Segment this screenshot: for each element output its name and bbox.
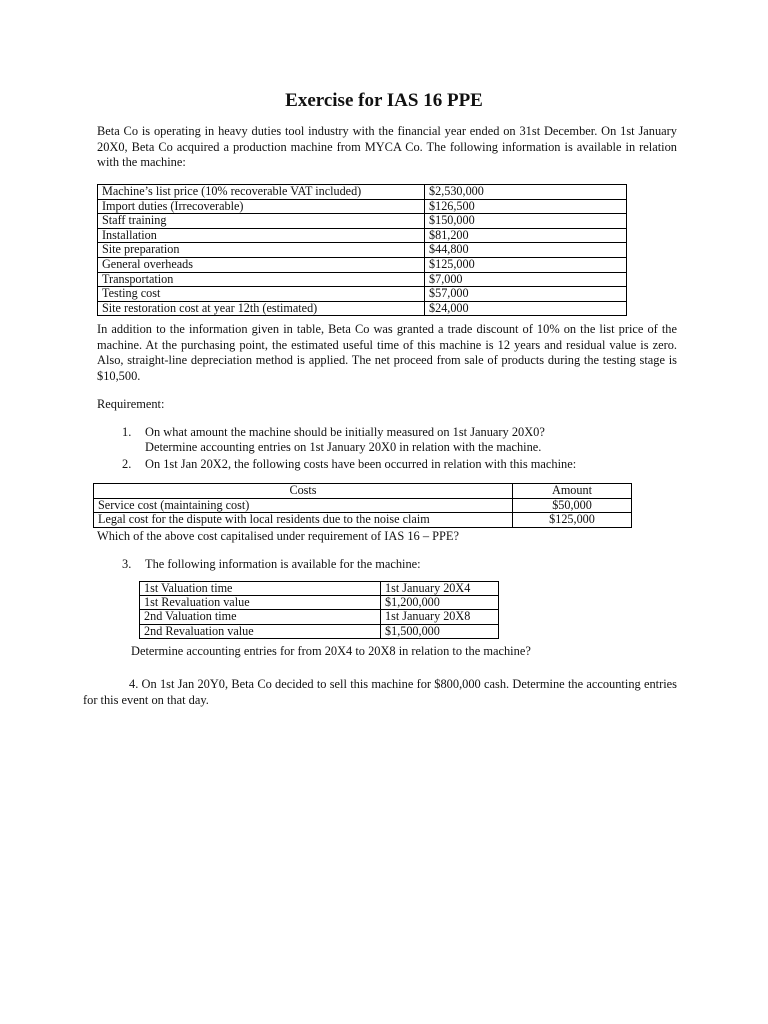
intro-paragraph: Beta Co is operating in heavy duties tool industry with the financial year ended on 31st December. On 1st January 20X0, Beta Co acquired a production machine from MYCA Co. The following information is available in relation with the machine: xyxy=(97,124,677,170)
q2-number: 2. xyxy=(122,457,132,471)
table-row xyxy=(98,185,627,200)
cost-item: General overheads xyxy=(98,257,425,272)
revaluation-value: $1,500,000 xyxy=(381,624,499,638)
q1-line1: On what amount the machine should be initially measured on 1st January 20X0? xyxy=(145,425,545,439)
machine-cost-table xyxy=(97,184,627,316)
revaluation-label: 2nd Valuation time xyxy=(140,610,381,624)
cost-item: Staff training xyxy=(98,214,425,229)
table-row xyxy=(98,287,627,302)
revaluation-label: 1st Valuation time xyxy=(140,582,381,596)
cost-amount: $2,530,000 xyxy=(425,185,627,200)
revaluation-value: 1st January 20X8 xyxy=(381,610,499,624)
cost-item: Legal cost for the dispute with local residents due to the noise claim xyxy=(94,513,513,528)
revaluation-table xyxy=(139,581,499,639)
revaluation-label: 1st Revaluation value xyxy=(140,596,381,610)
q3-question: Determine accounting entries for from 20X4 to 20X8 in relation to the machine? xyxy=(131,644,531,658)
cost-item: Site restoration cost at year 12th (estimated) xyxy=(98,301,425,316)
q3-text: The following information is available for the machine: xyxy=(145,557,421,571)
later-costs-table xyxy=(93,483,632,528)
cost-item: Transportation xyxy=(98,272,425,287)
table-header-row xyxy=(94,484,632,499)
table-row xyxy=(98,257,627,272)
q3-number: 3. xyxy=(122,557,132,571)
q2-question: Which of the above cost capitalised under requirement of IAS 16 – PPE? xyxy=(97,529,459,543)
cost-amount: $81,200 xyxy=(425,228,627,243)
q1-number: 1. xyxy=(122,425,132,439)
table-row xyxy=(98,214,627,229)
q4-text: 4. On 1st Jan 20Y0, Beta Co decided to sell this machine for $800,000 cash. Determine the accounting entries for this event on that day. xyxy=(83,677,677,707)
table-row xyxy=(140,610,499,624)
table-row xyxy=(140,596,499,610)
cost-amount: $150,000 xyxy=(425,214,627,229)
cost-amount: $126,500 xyxy=(425,199,627,214)
cost-item: Service cost (maintaining cost) xyxy=(94,498,513,513)
table-row xyxy=(98,243,627,258)
page-title: Exercise for IAS 16 PPE xyxy=(285,90,483,111)
cost-amount: $50,000 xyxy=(513,498,632,513)
revaluation-label: 2nd Revaluation value xyxy=(140,624,381,638)
cost-item: Import duties (Irrecoverable) xyxy=(98,199,425,214)
table-row xyxy=(98,199,627,214)
cost-amount: $125,000 xyxy=(425,257,627,272)
requirement-label: Requirement: xyxy=(97,397,165,411)
revaluation-value: 1st January 20X4 xyxy=(381,582,499,596)
cost-item: Testing cost xyxy=(98,287,425,302)
cost-amount: $7,000 xyxy=(425,272,627,287)
costs-header: Costs xyxy=(94,484,513,499)
q1-line2: Determine accounting entries on 1st January 20X0 in relation with the machine. xyxy=(145,440,542,454)
table-row xyxy=(140,582,499,596)
amount-header: Amount xyxy=(513,484,632,499)
revaluation-value: $1,200,000 xyxy=(381,596,499,610)
table-row xyxy=(140,624,499,638)
q2-text: On 1st Jan 20X2, the following costs have been occurred in relation with this machine: xyxy=(145,457,577,471)
cost-item: Site preparation xyxy=(98,243,425,258)
cost-amount: $57,000 xyxy=(425,287,627,302)
cost-amount: $44,800 xyxy=(425,243,627,258)
table-row xyxy=(94,513,632,528)
table-row xyxy=(94,498,632,513)
addition-paragraph: In addition to the information given in table, Beta Co was granted a trade discount of 10% on the list price of the machine. At the purchasing point, the estimated useful time of this machine is 12 years and residual value is zero. Also, straight-line depreciation method is applied. The net proceed from sale of products during the testing stage is $10,500. xyxy=(97,322,677,383)
cost-item: Installation xyxy=(98,228,425,243)
table-row xyxy=(98,272,627,287)
table-row xyxy=(98,228,627,243)
cost-amount: $125,000 xyxy=(513,513,632,528)
table-row xyxy=(98,301,627,316)
cost-amount: $24,000 xyxy=(425,301,627,316)
cost-item: Machine’s list price (10% recoverable VAT included) xyxy=(98,185,425,200)
